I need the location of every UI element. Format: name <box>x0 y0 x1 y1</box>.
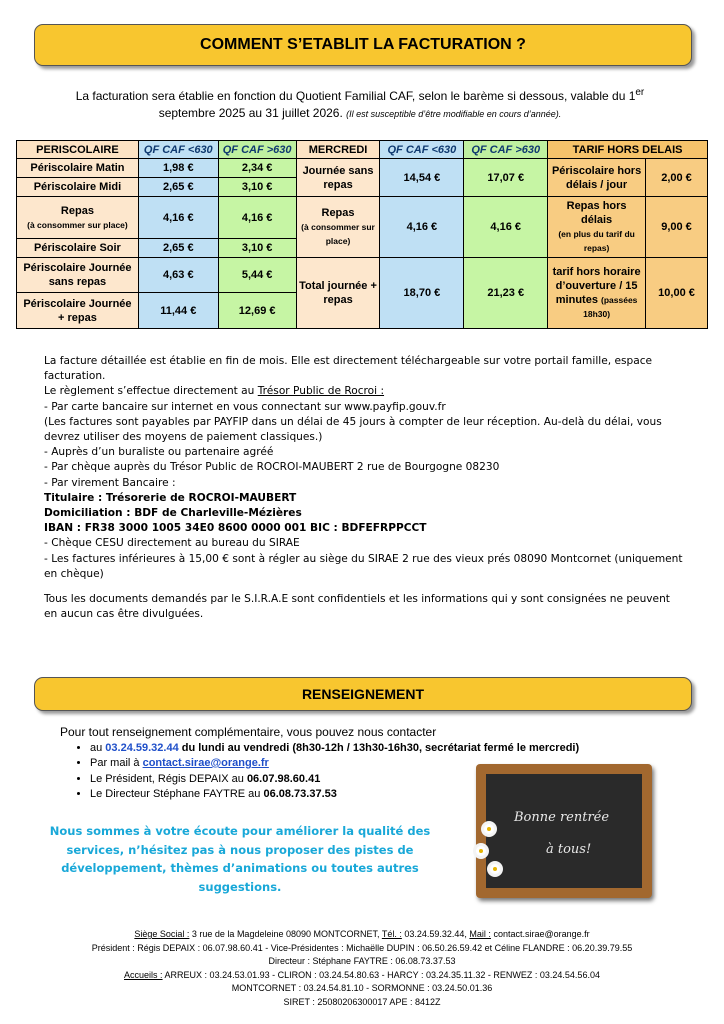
closing-message: Nous sommes à votre écoute pour améliorer la qualité des services, n’hésitez pas à nous proposer des pistes de développement, thèmes d’animations ou toutes autres suggestions. <box>49 824 431 894</box>
row-label: Périscolaire Journée sans repas <box>17 258 139 293</box>
row-label: Journée sans repas <box>296 159 380 197</box>
chalk-line-2: à tous! <box>546 842 592 857</box>
text: Par mail à <box>90 757 143 769</box>
row-label <box>296 197 380 258</box>
bank-holder: Titulaire : Trésorerie de ROCROI-MAUBERT <box>44 491 297 504</box>
header-periscolaire: PERISCOLAIRE <box>17 141 139 159</box>
chalkboard-slate <box>486 774 642 888</box>
row-label-sub: (en plus du tarif du repas) <box>558 229 635 253</box>
header-qf-high-peri: QF CAF >630 <box>218 141 296 159</box>
footer-line-3: Directeur : Stéphane FAYTRE : 06.08.73.37.53 <box>268 956 456 966</box>
row-label: Total journée + repas <box>296 258 380 329</box>
row-label-main: Repas hors délais <box>566 200 627 226</box>
list-item: - Par virement Bancaire : <box>44 476 176 489</box>
cell-value: 4,16 € <box>218 197 296 239</box>
director-phone: 06.08.73.37.53 <box>263 788 337 800</box>
cell-value: 18,70 € <box>380 258 464 329</box>
row-label <box>548 197 646 258</box>
intro-line: La facturation sera établie en fonction du Quotient Familial CAF, selon le barème si dessous, valable du 1 <box>75 89 636 103</box>
list-item: - Les factures inférieures à 15,00 € sont à régler au siège du SIRAE 2 rue des vieux prés 08090 Montcornet (uniquement en chèque) <box>44 552 683 580</box>
cell-value: 11,44 € <box>138 293 218 329</box>
footer-line-5: MONTCORNET : 03.24.54.81.10 - SORMONNE : 03.24.50.01.36 <box>231 983 493 993</box>
row-label-main: tarif hors horaire d’ouverture / 15 minutes <box>552 266 641 306</box>
footer-line-4 <box>0 969 724 983</box>
text: Mail : <box>469 929 491 939</box>
cell-value: 3,10 € <box>218 178 296 197</box>
row-label: Périscolaire Journée + repas <box>17 293 139 329</box>
footer-line-2: Président : Régis DEPAIX : 06.07.98.60.41 - Vice-Présidentes : Michaëlle DUPIN : 06.50.26.59.42 et Céline FLANDRE : 06.20.39.79.55 <box>91 942 633 953</box>
text: Tél. : <box>381 929 402 939</box>
row-label-sub: (à consommer sur place) <box>301 222 375 246</box>
cell-value: 21,23 € <box>464 258 548 329</box>
text: ARREUX : 03.24.53.01.93 - CLIRON : 03.24.54.80.63 - HARCY : 03.24.35.11.32 - RENWEZ : 03.24.54.56.04 <box>162 969 600 980</box>
text: Siège Social : <box>134 929 190 939</box>
text: Le règlement s’effectue directement au <box>44 385 258 398</box>
page-title: COMMENT S’ETABLIT LA FACTURATION ? <box>200 36 526 53</box>
header-mercredi: MERCREDI <box>296 141 380 159</box>
cell-value: 17,07 € <box>464 159 548 197</box>
row-label-main: Repas <box>60 204 94 217</box>
row-label <box>548 258 646 329</box>
cell-value: 2,34 € <box>218 159 296 178</box>
header-qf-low-peri: QF CAF <630 <box>138 141 218 159</box>
president-phone: 06.07.98.60.41 <box>246 772 321 785</box>
row-label: Périscolaire Soir <box>17 239 139 258</box>
row-label: Périscolaire Matin <box>17 159 139 178</box>
daisy-icon <box>490 864 500 874</box>
chalk-line-1: Bonne rentrée <box>514 810 610 825</box>
row-label-main: Repas <box>321 207 355 219</box>
paragraph <box>44 384 684 399</box>
text: contact.sirae@orange.fr <box>490 929 590 939</box>
list-item: (Les factures sont payables par PAYFIP dans un délai de 45 jours à compter de leur réception. Au-delà du délai, vous devrez utiliser des moyens de paiement classiques.) <box>44 415 662 444</box>
cell-value: 9,00 € <box>646 197 708 258</box>
row-label: Périscolaire hors délais / jour <box>548 159 646 197</box>
chalkboard-image <box>476 764 652 898</box>
cell-value: 2,65 € <box>138 178 218 197</box>
text: Accueils : <box>124 969 163 980</box>
intro-sup: er <box>635 87 645 98</box>
contact-phone-item <box>90 741 660 757</box>
paragraph: Tous les documents demandés par le S.I.R.A.E sont confidentiels et les informations qui y sont consignées ne peuvent en aucun cas être divulguées. <box>44 593 670 621</box>
row-label-sub: (passées 18h30) <box>583 295 638 319</box>
billing-info <box>44 354 684 622</box>
text: Le Président, Régis DEPAIX au <box>90 772 247 785</box>
title-banner <box>34 24 692 66</box>
header-qf-low-mer: QF CAF <630 <box>380 141 464 159</box>
section-title: RENSEIGNEMENT <box>301 686 425 702</box>
text: au <box>90 741 106 754</box>
header-hors-delais: TARIF HORS DELAIS <box>548 141 708 159</box>
cell-value: 1,98 € <box>138 159 218 178</box>
row-label: Périscolaire Midi <box>17 178 139 197</box>
rens-banner <box>34 677 692 711</box>
list-item: - Par chèque auprès du Trésor Public de ROCROI-MAUBERT 2 rue de Bourgogne 08230 <box>44 461 500 474</box>
bank-iban: IBAN : FR38 3000 1005 34E0 8600 0000 001 BIC : BDFEFRPPCCT <box>44 522 427 535</box>
daisy-icon <box>476 846 486 856</box>
cell-value: 3,10 € <box>218 239 296 258</box>
cell-value: 14,54 € <box>380 159 464 197</box>
cell-value: 4,16 € <box>380 197 464 258</box>
cell-value: 4,16 € <box>464 197 548 258</box>
list-item: - Auprès d’un buraliste ou partenaire agréé <box>44 446 274 459</box>
text: 03.24.59.32.44, <box>401 929 470 939</box>
list-item: - Par carte bancaire sur internet en vous connectant sur www.payfip.gouv.fr <box>44 400 446 413</box>
list-item: - Chèque CESU directement au bureau du SIRAE <box>44 537 300 550</box>
cell-value: 5,44 € <box>218 258 296 293</box>
text: Le Directeur Stéphane FAYTRE au <box>90 788 264 800</box>
tarif-table <box>16 140 708 329</box>
intro-note: (Il est susceptible d’être modifiable en cours d’année). <box>346 109 562 119</box>
tresor-public: Trésor Public de Rocroi : <box>257 385 385 398</box>
cell-value: 2,65 € <box>138 239 218 258</box>
cell-value: 2,00 € <box>646 159 708 197</box>
cell-value: 12,69 € <box>218 293 296 329</box>
hours-text: du lundi au vendredi (8h30-12h / 13h30-16h30, secrétariat fermé le mercredi) <box>178 741 580 754</box>
intro-text <box>40 84 680 123</box>
bank-domiciliation: Domiciliation : BDF de Charleville-Mézières <box>44 507 302 520</box>
row-label <box>17 197 139 239</box>
header-qf-high-mer: QF CAF >630 <box>464 141 548 159</box>
cell-value: 10,00 € <box>646 258 708 329</box>
row-label-sub: (à consommer sur place) <box>27 219 128 230</box>
cell-value: 4,16 € <box>138 197 218 239</box>
footer <box>0 928 724 1009</box>
footer-line-6: SIRET : 25080206300017 APE : 8412Z <box>283 996 441 1007</box>
daisy-icon <box>484 824 494 834</box>
paragraph: La facture détaillée est établie en fin de mois. Elle est directement téléchargeable sur votre portail famille, espace facturation. <box>44 355 653 383</box>
footer-line-1 <box>0 928 724 942</box>
contact-lead: Pour tout renseignement complémentaire, vous pouvez nous contacter <box>60 725 437 739</box>
intro-dates: septembre 2025 au 31 juillet 2026. <box>158 106 343 120</box>
cell-value: 4,63 € <box>138 258 218 293</box>
phone-link[interactable]: 03.24.59.32.44 <box>105 741 179 754</box>
email-link[interactable]: contact.sirae@orange.fr <box>142 757 269 769</box>
text: 3 rue de la Magdeleine 08090 MONTCORNET, <box>189 929 382 939</box>
